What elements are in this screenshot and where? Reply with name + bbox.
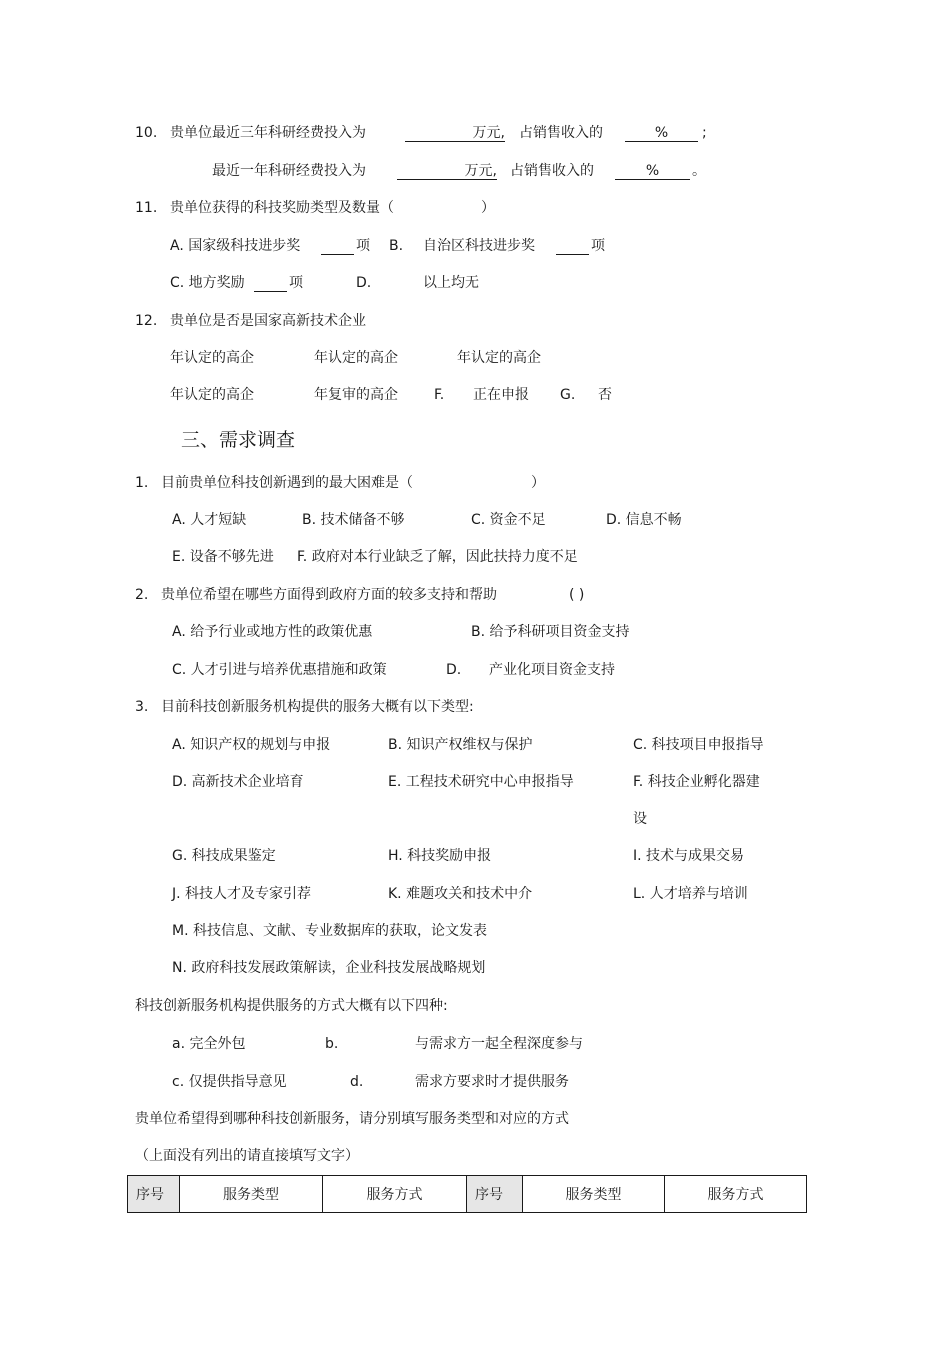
q10-recent-sales-label: 占销售收入的 bbox=[510, 163, 594, 179]
q11-option-c-unit: 项 bbox=[289, 275, 303, 291]
q10-text: 贵单位最近三年科研经费投入为 bbox=[170, 125, 366, 141]
n3-option-d: D. 高新技术企业培育 bbox=[172, 774, 304, 790]
q11-option-b-unit: 项 bbox=[591, 238, 605, 254]
q10-recent-percent-blank[interactable] bbox=[615, 162, 690, 180]
n1-option-d: D. 信息不畅 bbox=[606, 512, 682, 528]
q11-close-paren: ） bbox=[481, 200, 495, 216]
n3-option-e: E. 工程技术研究中心申报指导 bbox=[388, 774, 574, 790]
q11-option-a: A. 国家级科技进步奖 bbox=[170, 238, 301, 254]
section-title: 三、需求调查 bbox=[181, 429, 296, 451]
table-header-method: 服务方式 bbox=[323, 1176, 467, 1213]
n2-number: 2. bbox=[135, 587, 149, 603]
n1-close-paren: ） bbox=[531, 475, 545, 491]
q10-recent-percent-label: % bbox=[615, 163, 690, 180]
q12-option-f-letter: F. bbox=[434, 387, 445, 403]
q11-option-a-unit: 项 bbox=[356, 238, 370, 254]
q10-recent-text: 最近一年科研经费投入为 bbox=[212, 163, 366, 179]
n3-text: 目前科技创新服务机构提供的服务大概有以下类型: bbox=[161, 699, 474, 715]
n2-option-d-letter: D. bbox=[446, 662, 462, 678]
table-header-method-2: 服务方式 bbox=[665, 1176, 807, 1213]
q12-option-3: 年认定的高企 bbox=[457, 350, 541, 366]
ways-intro: 科技创新服务机构提供服务的方式大概有以下四种: bbox=[135, 998, 448, 1014]
q10-percent-label: % bbox=[625, 125, 698, 142]
ways-option-c: c. 仅提供指导意见 bbox=[172, 1074, 287, 1090]
n1-text: 目前贵单位科技创新遇到的最大困难是（ bbox=[161, 475, 413, 491]
q11-option-d-letter: D. bbox=[356, 275, 372, 291]
q12-option-f: 正在申报 bbox=[473, 387, 529, 403]
n3-option-g: G. 科技成果鉴定 bbox=[172, 848, 276, 864]
n2-text: 贵单位希望在哪些方面得到政府方面的较多支持和帮助 bbox=[161, 587, 497, 603]
q10-unit-label: 万元, bbox=[405, 125, 505, 142]
q11-option-a-blank[interactable] bbox=[321, 237, 354, 255]
service-table bbox=[127, 1175, 807, 1213]
table-header-type-2: 服务类型 bbox=[523, 1176, 665, 1213]
closing-note: （上面没有列出的请直接填写文字） bbox=[135, 1148, 359, 1164]
n3-number: 3. bbox=[135, 699, 149, 715]
n1-option-b: B. 技术储备不够 bbox=[302, 512, 405, 528]
q10-number: 10. bbox=[135, 125, 158, 141]
q11-option-b-letter: B. bbox=[389, 238, 404, 254]
n1-option-f: F. 政府对本行业缺乏了解，因此扶持力度不足 bbox=[297, 549, 578, 565]
n3-option-l: L. 人才培养与培训 bbox=[633, 886, 748, 902]
q10-sales-label: 占销售收入的 bbox=[519, 125, 603, 141]
n3-option-b: B. 知识产权维权与保护 bbox=[388, 737, 533, 753]
q12-option-g-letter: G. bbox=[560, 387, 576, 403]
q12-option-5: 年复审的高企 bbox=[314, 387, 398, 403]
table-header-row bbox=[128, 1176, 807, 1213]
closing-instruction: 贵单位希望得到哪种科技创新服务，请分别填写服务类型和对应的方式 bbox=[135, 1111, 569, 1127]
n2-option-d: 产业化项目资金支持 bbox=[489, 662, 615, 678]
q11-number: 11. bbox=[135, 200, 158, 216]
q12-option-1: 年认定的高企 bbox=[170, 350, 254, 366]
q10-amount-blank[interactable] bbox=[405, 124, 505, 142]
q12-number: 12. bbox=[135, 313, 158, 329]
n3-option-a: A. 知识产权的规划与申报 bbox=[172, 737, 331, 753]
n3-option-f-continued: 设 bbox=[633, 811, 647, 827]
n2-option-c: C. 人才引进与培养优惠措施和政策 bbox=[172, 662, 387, 678]
table-header-no-2: 序号 bbox=[467, 1176, 523, 1213]
q11-text: 贵单位获得的科技奖励类型及数量（ bbox=[170, 200, 394, 216]
table-header-type: 服务类型 bbox=[180, 1176, 323, 1213]
n3-option-m: M. 科技信息、文献、专业数据库的获取，论文发表 bbox=[172, 923, 487, 939]
n2-option-a: A. 给予行业或地方性的政策优惠 bbox=[172, 624, 373, 640]
n1-option-a: A. 人才短缺 bbox=[172, 512, 247, 528]
n2-option-b: B. 给予科研项目资金支持 bbox=[471, 624, 630, 640]
n3-option-n: N. 政府科技发展政策解读，企业科技发展战略规划 bbox=[172, 960, 486, 976]
q10-percent-blank[interactable] bbox=[625, 124, 698, 142]
n3-option-k: K. 难题攻关和技术中介 bbox=[388, 886, 533, 902]
q10-recent-end-mark: 。 bbox=[692, 163, 706, 179]
q11-option-b: 自治区科技进步奖 bbox=[423, 238, 535, 254]
q11-option-b-blank[interactable] bbox=[556, 237, 589, 255]
q12-option-4: 年认定的高企 bbox=[170, 387, 254, 403]
ways-option-d-letter: d. bbox=[350, 1074, 364, 1090]
ways-option-a: a. 完全外包 bbox=[172, 1036, 246, 1052]
n3-option-c: C. 科技项目申报指导 bbox=[633, 737, 764, 753]
q10-recent-amount-blank[interactable] bbox=[397, 162, 497, 180]
n1-number: 1. bbox=[135, 475, 149, 491]
q11-option-c-blank[interactable] bbox=[254, 274, 287, 292]
q12-option-2: 年认定的高企 bbox=[314, 350, 398, 366]
n2-paren: ( ) bbox=[569, 587, 585, 603]
ways-option-b-letter: b. bbox=[325, 1036, 339, 1052]
n3-option-h: H. 科技奖励申报 bbox=[388, 848, 492, 864]
table-header-no: 序号 bbox=[128, 1176, 180, 1213]
n3-option-j: J. 科技人才及专家引荐 bbox=[172, 886, 312, 902]
n1-option-c: C. 资金不足 bbox=[471, 512, 546, 528]
q12-option-g: 否 bbox=[598, 387, 612, 403]
ways-option-d: 需求方要求时才提供服务 bbox=[415, 1074, 569, 1090]
q11-option-c: C. 地方奖励 bbox=[170, 275, 245, 291]
q12-text: 贵单位是否是国家高新技术企业 bbox=[170, 313, 366, 329]
ways-option-b: 与需求方一起全程深度参与 bbox=[415, 1036, 583, 1052]
q10-end-mark: ; bbox=[702, 125, 707, 141]
q11-option-d: 以上均无 bbox=[423, 275, 479, 291]
n3-option-f: F. 科技企业孵化器建 bbox=[633, 774, 760, 790]
q10-recent-unit-label: 万元, bbox=[397, 163, 497, 180]
n3-option-i: I. 技术与成果交易 bbox=[633, 848, 745, 864]
n1-option-e: E. 设备不够先进 bbox=[172, 549, 274, 565]
